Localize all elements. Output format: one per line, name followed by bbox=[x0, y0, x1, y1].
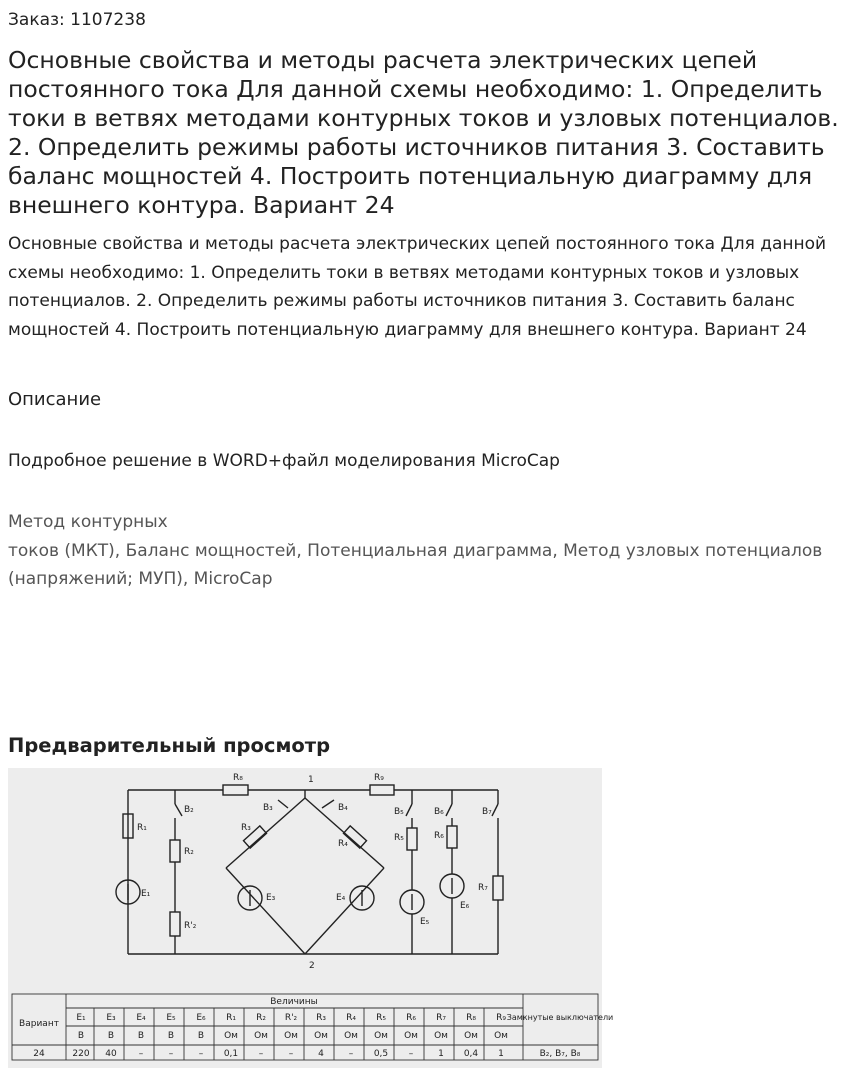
tag-link-2[interactable]: Баланс мощностей bbox=[125, 540, 297, 561]
label-r2: R₂ bbox=[184, 847, 194, 857]
table-cell-value: 0,1 bbox=[223, 1049, 239, 1059]
table-cell-value: – bbox=[258, 1049, 264, 1059]
label-r3: R₃ bbox=[241, 823, 251, 833]
label-r7: R₇ bbox=[478, 883, 488, 893]
label-r6: R₆ bbox=[434, 831, 444, 841]
table-cell-value: 4 bbox=[318, 1049, 324, 1059]
label-r9: R₉ bbox=[374, 773, 384, 783]
label-e3: E₃ bbox=[266, 893, 276, 903]
table-top-header: Величины bbox=[270, 997, 318, 1007]
label-e5: E₅ bbox=[420, 917, 430, 927]
table-col-name: R₆ bbox=[406, 1013, 416, 1023]
label-b7: B₇ bbox=[482, 807, 492, 817]
table-col-name: E₅ bbox=[166, 1013, 176, 1023]
table-cell-value: 1 bbox=[498, 1049, 504, 1059]
table-col-name: R₂ bbox=[256, 1013, 266, 1023]
label-e4: E₄ bbox=[336, 893, 346, 903]
table-col-name: E₁ bbox=[76, 1013, 86, 1023]
table-variant-value: 24 bbox=[33, 1049, 45, 1059]
table-cell-value: – bbox=[198, 1049, 204, 1059]
label-b5: B₅ bbox=[394, 807, 404, 817]
table-variant-header: Вариант bbox=[19, 1019, 59, 1029]
label-b4: B₄ bbox=[338, 803, 348, 813]
table-cell-value: 0,4 bbox=[463, 1049, 479, 1059]
preview-image bbox=[8, 768, 614, 1068]
table-col-unit: Ом bbox=[434, 1031, 448, 1041]
label-b6: B₆ bbox=[434, 807, 444, 817]
tag-link-1[interactable]: Метод контурных токов (МКТ) bbox=[8, 512, 168, 561]
label-node-2: 2 bbox=[309, 961, 315, 971]
table-col-unit: В bbox=[167, 1031, 175, 1041]
table-col-name: E₆ bbox=[196, 1013, 206, 1023]
label-r8: R₈ bbox=[233, 773, 243, 783]
table-col-unit: Ом bbox=[224, 1031, 238, 1041]
label-e6: E₆ bbox=[460, 901, 470, 911]
tag-link-3[interactable]: Потенциальная диаграмма bbox=[307, 540, 553, 561]
table-col-name: R₃ bbox=[316, 1013, 326, 1023]
task-description: Основные свойства и методы расчета электрических цепей постоянного тока Для данной схемы необходимо: 1. Определить токи в ветвях методами контурных токов и узловых потенциалов. 2. Определить режимы работы источников питания 3. Составить баланс мощностей 4. Построить потенциальную диаграмму для внешнего контура. Вариант 24 bbox=[8, 234, 827, 340]
table-col-unit: Ом bbox=[314, 1031, 328, 1041]
circuit-diagram bbox=[8, 768, 614, 1068]
table-cell-value: 40 bbox=[105, 1049, 117, 1059]
tag-link-5[interactable]: MicroCap bbox=[193, 569, 273, 589]
table-col-unit: В bbox=[197, 1031, 205, 1041]
table-col-unit: Ом bbox=[404, 1031, 418, 1041]
table-col-unit: Ом bbox=[254, 1031, 268, 1041]
table-col-name: E₃ bbox=[106, 1013, 116, 1023]
label-r1: R₁ bbox=[137, 823, 147, 833]
table-cell-value: 220 bbox=[72, 1049, 90, 1059]
label-b3: B₃ bbox=[263, 803, 273, 813]
table-cell-value: – bbox=[288, 1049, 294, 1059]
label-r5: R₅ bbox=[394, 833, 404, 843]
page-title: Основные свойства и методы расчета электрических цепей постоянного тока Для данной схемы необходимо: 1. Определить токи в ветвях методами контурных токов и узловых потенциалов. 2. Определить режимы работы источников питания 3. Составить баланс мощностей 4. Построить потенциальную диаграмму для внешнего контура. Вариант 24 bbox=[8, 46, 839, 219]
table-col-unit: В bbox=[137, 1031, 145, 1041]
label-node-1: 1 bbox=[308, 775, 314, 785]
table-col-unit: В bbox=[107, 1031, 115, 1041]
label-r2-prime: R'₂ bbox=[184, 921, 197, 931]
table-col-name: E₄ bbox=[136, 1013, 146, 1023]
table-switches-header: Замкнутые выключатели bbox=[506, 1013, 614, 1022]
table-col-unit: В bbox=[77, 1031, 85, 1041]
table-col-name: R'₂ bbox=[284, 1013, 298, 1023]
table-cell-value: – bbox=[348, 1049, 354, 1059]
table-col-unit: Ом bbox=[464, 1031, 478, 1041]
table-col-name: R₈ bbox=[466, 1013, 476, 1023]
table-col-name: R₅ bbox=[376, 1013, 386, 1023]
table-cell-value: 1 bbox=[438, 1049, 444, 1059]
label-b2: B₂ bbox=[184, 805, 194, 815]
table-col-name: R₁ bbox=[226, 1013, 236, 1023]
label-e1: E₁ bbox=[141, 889, 151, 899]
preview-heading: Предварительный просмотр bbox=[8, 734, 331, 757]
table-col-unit: Ом bbox=[374, 1031, 388, 1041]
table-col-name: R₉ bbox=[496, 1013, 506, 1023]
table-cell-value: – bbox=[138, 1049, 144, 1059]
tag-link-4[interactable]: Метод узловых потенциалов (напряжений; МУП) bbox=[8, 540, 823, 589]
label-r4: R₄ bbox=[338, 839, 348, 849]
table-cell-value: 0,5 bbox=[373, 1049, 389, 1059]
description-heading: Описание bbox=[8, 389, 102, 410]
order-number: Заказ: 1107238 bbox=[8, 10, 146, 30]
table-col-unit: Ом bbox=[344, 1031, 358, 1041]
table-col-name: R₇ bbox=[436, 1013, 446, 1023]
table-col-unit: Ом bbox=[284, 1031, 298, 1041]
table-cell-value: – bbox=[168, 1049, 174, 1059]
tag-list: Метод контурных токов (МКТ), Баланс мощностей, Потенциальная диаграмма, Метод узловых потенциалов (напряжений; МУП), MicroCap bbox=[8, 512, 823, 589]
solution-detail: Подробное решение в WORD+файл моделирования MicroCap bbox=[8, 451, 560, 471]
table-col-name: R₄ bbox=[346, 1013, 356, 1023]
table-switches-value: B₂, B₇, B₈ bbox=[539, 1049, 581, 1059]
table-cell-value: – bbox=[408, 1049, 414, 1059]
table-col-unit: Ом bbox=[494, 1031, 508, 1041]
